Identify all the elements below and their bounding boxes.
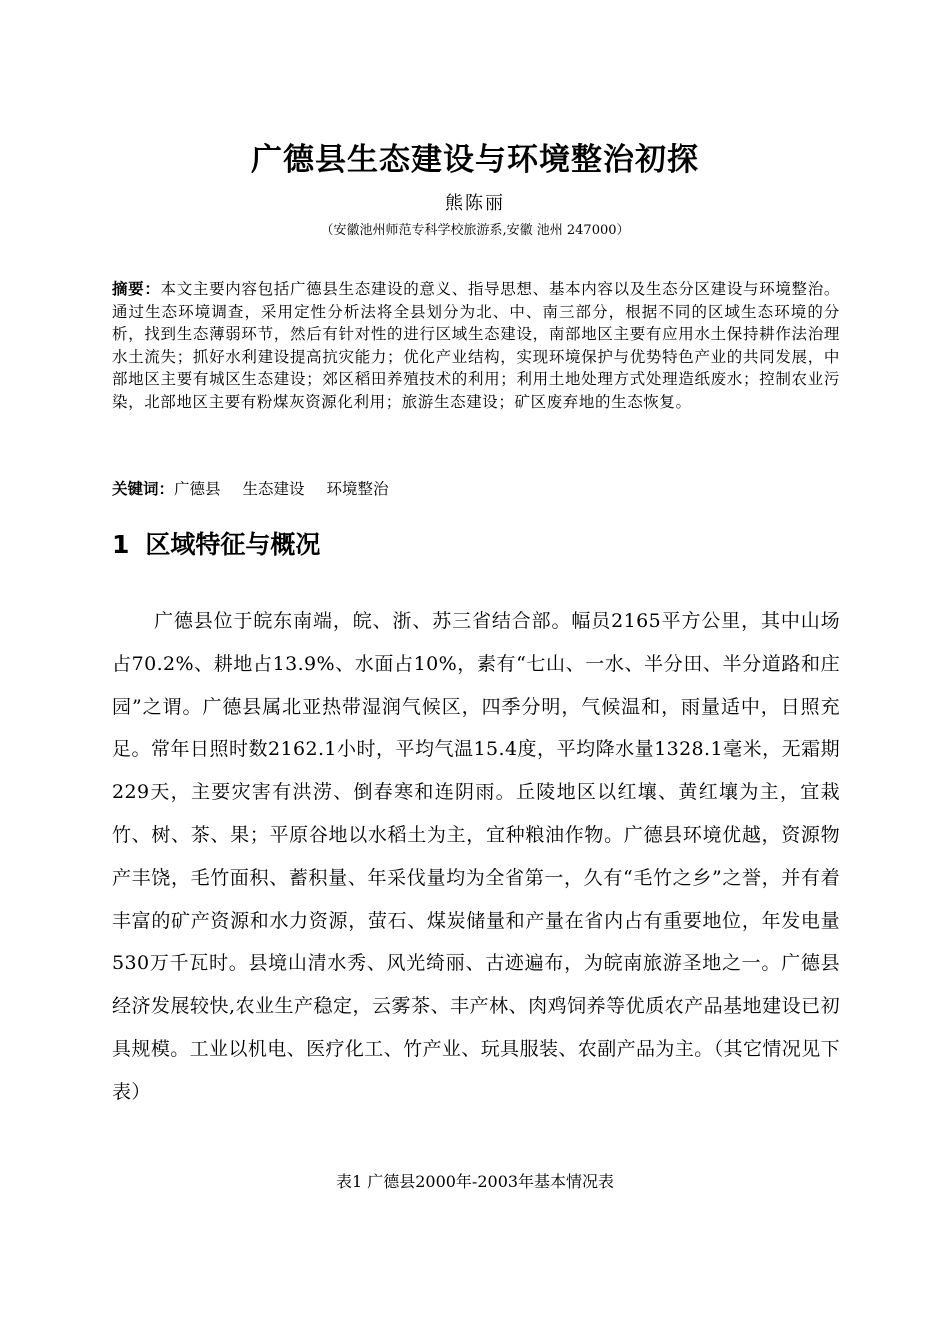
keyword-item: 生态建设 (242, 480, 305, 498)
paper-title: 广德县生态建设与环境整治初探 (251, 142, 699, 178)
keywords (112, 478, 840, 500)
abstract-text: 本文主要内容包括广德县生态建设的意义、指导思想、基本内容以及生态分区建设与环境整治。通过生态环境调查，采用定性分析法将全县划分为北、中、南三部分，根据不同的区域生态环境的分析，找到生态薄弱环节，然后有针对性的进行区域生态建设，南部地区主要有应用水土保持耕作法治理水土流失；抓好水利建设提高抗灾能力；优化产业结构，实现环境保护与优势特色产业的共同发展，中部地区主要有城区生态建设；郊区稻田养殖技术的利用；利用土地处理方式处理造纸废水；控制农业污染，北部地区主要有粉煤灰资源化利用；旅游生态建设；矿区废弃地的生态恢复。 (112, 280, 840, 411)
abstract-label: 摘要： (112, 280, 161, 298)
keyword-item: 广德县 (174, 480, 221, 498)
section-heading (112, 528, 840, 562)
section-title: 区域特征与概况 (145, 530, 321, 559)
author-name: 熊陈丽 (445, 193, 505, 214)
keyword-item: 环境整治 (326, 480, 389, 498)
author-affiliation: （安徽池州师范专科学校旅游系,安徽 池州 247000） (320, 223, 630, 238)
abstract (112, 278, 840, 414)
body-paragraph: 广德县位于皖东南端，皖、浙、苏三省结合部。幅员2165平方公里，其中山场占70.2%、耕地占13.9%、水面占10%，素有“七山、一水、半分田、半分道路和庄园”之谓。广德县属北亚热带湿润气候区，四季分明，气候温和，雨量适中，日照充足。常年日照时数2162.1小时，平均气温15.4度，平均降水量1328.1毫米，无霜期229天，主要灾害有洪涝、倒春寒和连阴雨。丘陵地区以红壤、黄红壤为主，宜栽竹、树、茶、果；平原谷地以水稻土为主，宜种粮油作物。广德县环境优越，资源物产丰饶，毛竹面积、蓄积量、年采伐量均为全省第一，久有“毛竹之乡”之誉，并有着丰富的矿产资源和水力资源，萤石、煤炭储量和产量在省内占有重要地位，年发电量530万千瓦时。县境山清水秀、风光绮丽、古迹遍布，为皖南旅游圣地之一。广德县经济发展较快,农业生产稳定，云雾茶、丰产林、肉鸡饲养等优质农产品基地建设已初具规模。工业以机电、医疗化工、竹产业、玩具服装、农副产品为主。（其它情况见下表） (112, 610, 840, 1103)
table-caption: 表1 广德县2000年-2003年基本情况表 (335, 1172, 615, 1191)
section-number: 1 (112, 530, 130, 559)
keywords-label: 关键词： (112, 480, 175, 498)
